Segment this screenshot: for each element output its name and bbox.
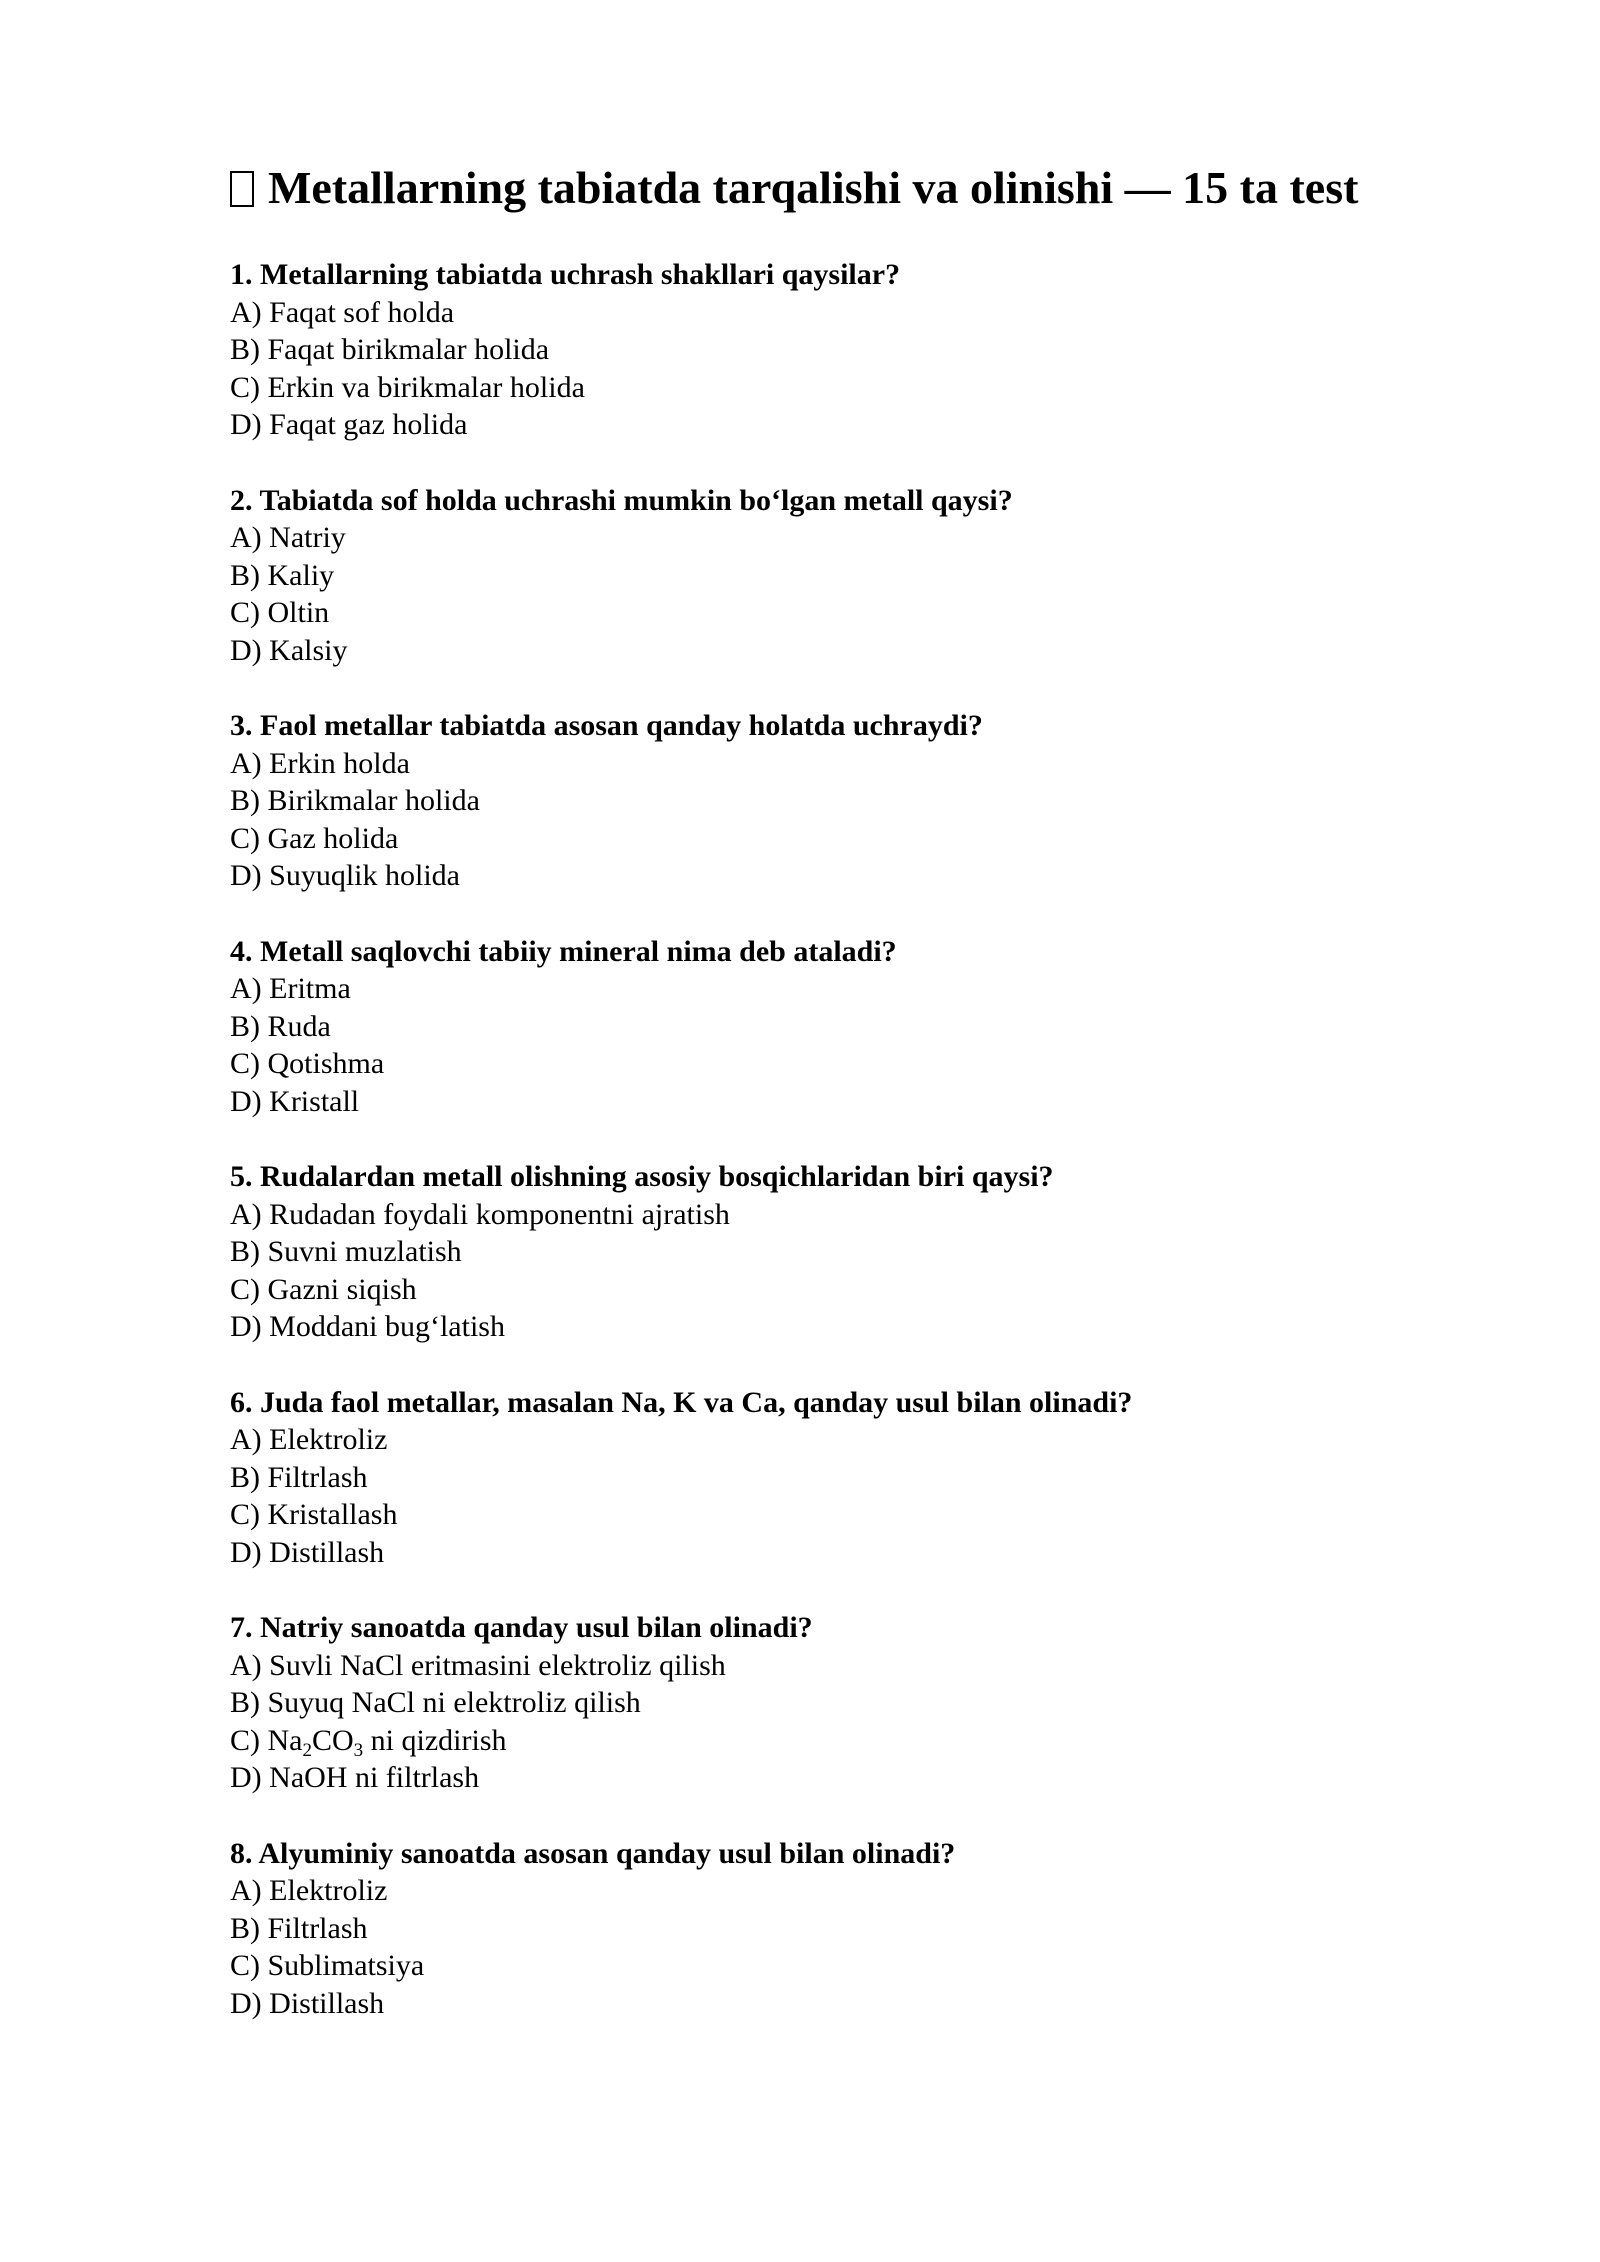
question-block — [230, 1384, 1430, 1572]
question-block — [230, 933, 1430, 1121]
question-text: 6. Juda faol metallar, masalan Na, K va Ca, qanday usul bilan olinadi? — [230, 1385, 1133, 1419]
question-block — [230, 256, 1430, 444]
answer-option: A) Eritma — [230, 972, 351, 1005]
question-block — [230, 482, 1430, 670]
answer-option: D) Distillash — [230, 1986, 385, 2020]
answer-option: A) Faqat sof holda — [230, 295, 455, 329]
question-text: 7. Natriy sanoatda qanday usul bilan olinadi? — [230, 1611, 813, 1644]
answer-option: B) Faqat birikmalar holida — [230, 333, 550, 366]
answer-option: A) Natriy — [230, 521, 346, 554]
question-text: 1. Metallarning tabiatda uchrash shakllari qaysilar? — [230, 258, 901, 291]
answer-option: B) Ruda — [230, 1009, 331, 1043]
answer-options — [230, 1421, 1430, 1571]
question-block — [230, 707, 1430, 895]
answer-options — [230, 294, 1430, 444]
answer-option: C) Qotishma — [230, 1047, 385, 1080]
document-title-text: Metallarning tabiatda tarqalishi va olinishi — 15 ta test — [268, 162, 1359, 213]
answer-option: A) Erkin holda — [230, 746, 410, 780]
answer-option: B) Filtrlash — [230, 1911, 368, 1945]
question-text: 5. Rudalardan metall olishning asosiy bosqichlaridan biri qaysi? — [230, 1160, 1054, 1193]
question-text: 2. Tabiatda sof holda uchrashi mumkin bo‘lgan metall qaysi? — [230, 483, 1013, 517]
answer-option: B) Suvni muzlatish — [230, 1235, 462, 1268]
answer-option: D) NaOH ni filtrlash — [230, 1761, 480, 1794]
question-text: 4. Metall saqlovchi tabiiy mineral nima deb ataladi? — [230, 934, 897, 968]
answer-option: D) Faqat gaz holida — [230, 408, 468, 441]
answer-option: C) Sublimatsiya — [230, 1949, 425, 1982]
answer-option: D) Moddani bug‘latish — [230, 1310, 505, 1343]
answer-option: C) $Na_2CO_3$ ni qizdirish — [230, 1723, 507, 1761]
answer-option: B) Kaliy — [230, 558, 335, 592]
answer-option: C) Kristallash — [230, 1498, 398, 1531]
answer-option: C) Gaz holida — [230, 821, 399, 855]
answer-option: B) Birikmalar holida — [230, 784, 480, 817]
question-list — [230, 256, 1430, 2022]
answer-option: D) Distillash — [230, 1535, 385, 1569]
document-title — [230, 160, 1430, 216]
answer-options — [230, 1647, 1430, 1797]
answer-options — [230, 970, 1430, 1120]
missing-glyph-box-icon — [230, 171, 254, 207]
answer-options — [230, 519, 1430, 669]
answer-option: B) Suyuq NaCl ni elektroliz qilish — [230, 1686, 641, 1719]
question-block — [230, 1609, 1430, 1797]
question-text: 8. Alyuminiy sanoatda asosan qanday usul bilan olinadi? — [230, 1836, 956, 1870]
answer-options — [230, 1872, 1430, 2022]
answer-option: A) Elektroliz — [230, 1423, 388, 1456]
answer-option: D) Kristall — [230, 1084, 360, 1118]
question-block — [230, 1835, 1430, 2023]
answer-option: A) Rudadan foydali komponentni ajratish — [230, 1197, 730, 1231]
answer-option: A) Elektroliz — [230, 1874, 388, 1907]
answer-option: C) Gazni siqish — [230, 1272, 417, 1306]
answer-options — [230, 745, 1430, 895]
answer-option: C) Oltin — [230, 596, 330, 629]
answer-option: D) Suyuqlik holida — [230, 859, 460, 892]
answer-option: B) Filtrlash — [230, 1460, 368, 1494]
answer-option: A) Suvli NaCl eritmasini elektroliz qilish — [230, 1648, 726, 1682]
question-block — [230, 1158, 1430, 1346]
question-text: 3. Faol metallar tabiatda asosan qanday holatda uchraydi? — [230, 709, 983, 742]
answer-options — [230, 1196, 1430, 1346]
answer-option: D) Kalsiy — [230, 633, 348, 667]
answer-option: C) Erkin va birikmalar holida — [230, 370, 585, 404]
document-page — [230, 160, 1430, 2060]
